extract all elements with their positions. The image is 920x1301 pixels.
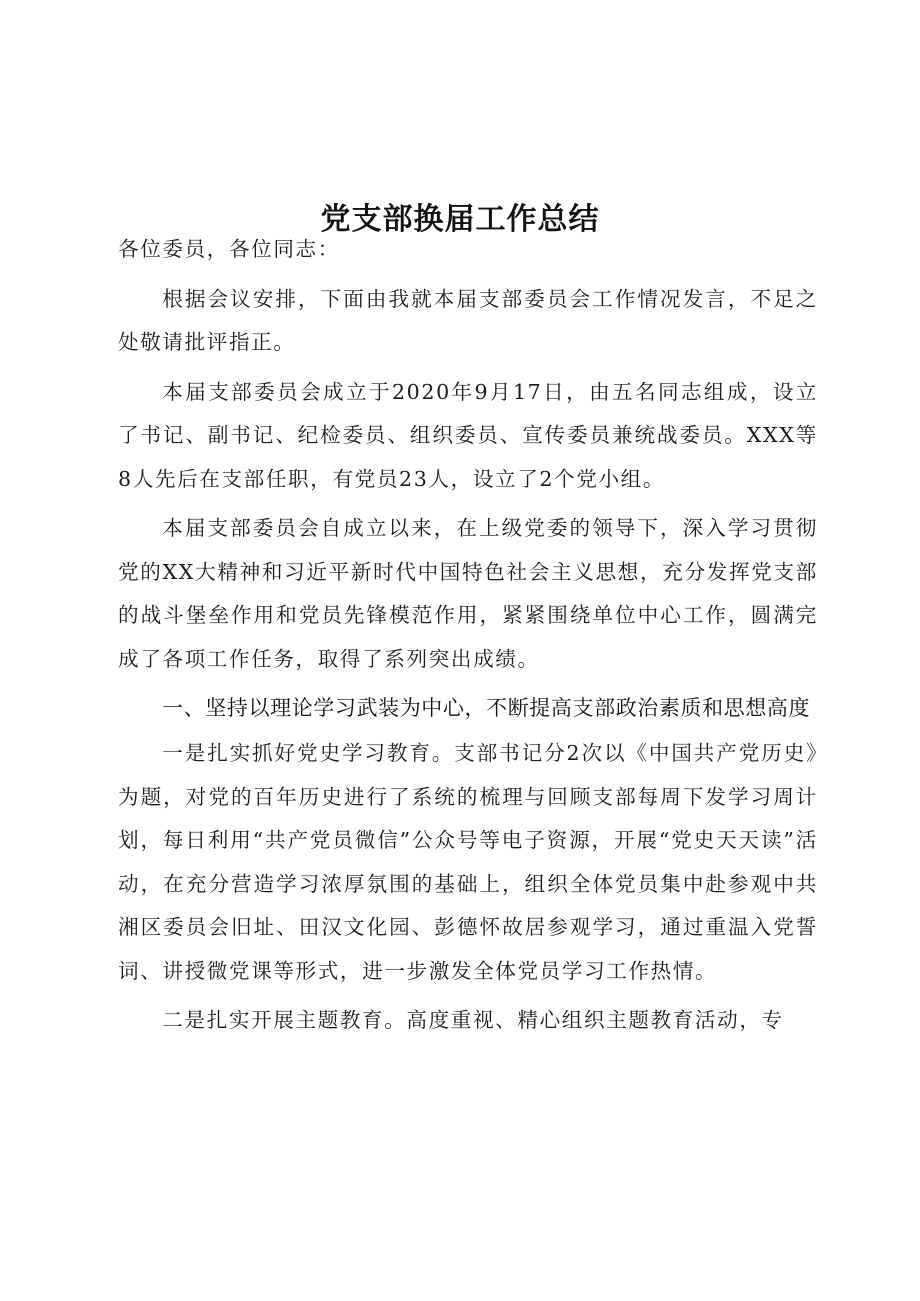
document-body: [118, 228, 818, 1043]
salutation: 各位委员，各位同志：: [118, 237, 340, 261]
document-title: 党支部换届工作总结: [320, 202, 600, 238]
body-paragraph: 本届支部委员会自成立以来，在上级党委的领导下，深入学习贯彻党的XX大精神和习近平新时代中国特色社会主义思想，充分发挥党支部的战斗堡垒作用和党员先锋模范作用，紧紧围绕单位中心工作，圆满完成了各项工作任务，取得了系列突出成绩。: [118, 516, 818, 671]
body-paragraph: 根据会议安排，下面由我就本届支部委员会工作情况发言，不足之处敬请批评指正。: [118, 286, 818, 354]
section-heading: 一、坚持以理论学习武装为中心，不断提高支部政治素质和思想高度: [162, 696, 811, 720]
body-paragraph: 本届支部委员会成立于2020年9月17日，由五名同志组成，设立了书记、副书记、纪检委员、组织委员、宣传委员兼统战委员。XXX等8人先后在支部任职，有党员23人，设立了2个党小组。: [118, 379, 818, 491]
section-paragraph: 一是扎实抓好党史学习教育。支部书记分2次以《中国共产党历史》为题，对党的百年历史进行了系统的梳理与回顾支部每周下发学习周计划，每日利用“共产党员微信”公众号等电子资源，开展“党史天天读”活动，在充分营造学习浓厚氛围的基础上，组织全体党员集中赴参观中共湘区委员会旧址、田汉文化园、彭德怀故居参观学习，通过重温入党誓词、讲授微党课等形式，进一步激发全体党员学习工作热情。: [118, 741, 818, 983]
section-paragraph: 二是扎实开展主题教育。高度重视、精心组织主题教育活动，专: [162, 1008, 784, 1032]
